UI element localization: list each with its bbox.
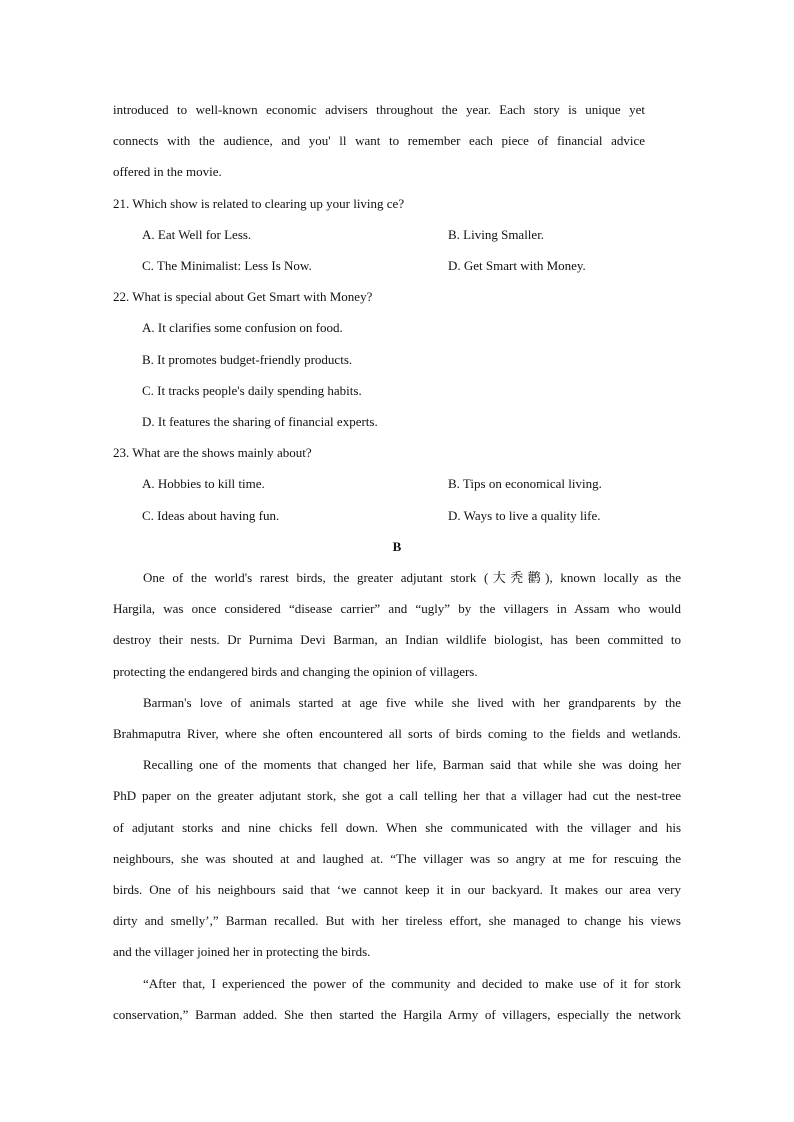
passage-line: Recalling one of the moments that changed her life, Barman said that while she was doing her — [143, 757, 681, 772]
question-22-option-d: D. It features the sharing of financial experts. — [142, 414, 378, 429]
intro-line: connects with the audience, and you' ll want to remember each piece of financial advice — [113, 133, 645, 148]
question-22-option-c: C. It tracks people's daily spending habits. — [142, 383, 362, 398]
passage-line: “After that, I experienced the power of the community and decided to make use of it for stork — [143, 976, 681, 991]
passage-line: neighbours, she was shouted at and laughed at. “The villager was so angry at me for rescuing the — [113, 851, 681, 866]
question-22-option-b: B. It promotes budget-friendly products. — [142, 352, 353, 367]
passage-line: Brahmaputra River, where she often encountered all sorts of birds coming to the fields and wetlands. — [113, 726, 681, 741]
question-22-option-a: A. It clarifies some confusion on food. — [142, 320, 343, 335]
question-23-option-a: A. Hobbies to kill time. — [142, 476, 265, 491]
question-22-stem: 22. What is special about Get Smart with Money? — [113, 289, 373, 304]
passage-line: Hargila, was once considered “disease carrier” and “ugly” by the villagers in Assam who would — [113, 601, 681, 616]
intro-line: offered in the movie. — [113, 164, 222, 179]
question-21-option-d: D. Get Smart with Money. — [448, 258, 586, 273]
intro-line: introduced to well-known economic advisers throughout the year. Each story is unique yet — [113, 102, 645, 117]
question-23-stem: 23. What are the shows mainly about? — [113, 445, 312, 460]
passage-line: and the villager joined her in protecting the birds. — [113, 944, 371, 959]
question-23-option-c: C. Ideas about having fun. — [142, 508, 280, 523]
passage-line: birds. One of his neighbours said that ‘we cannot keep it in our backyard. It makes our area very — [113, 882, 681, 897]
passage-line: conservation,” Barman added. She then started the Hargila Army of villagers, especially the network — [113, 1007, 681, 1022]
passage-line: One of the world's rarest birds, the greater adjutant stork (大秃鹳), known locally as the — [143, 570, 681, 585]
question-23-option-b: B. Tips on economical living. — [448, 476, 602, 491]
passage-line: of adjutant storks and nine chicks fell down. When she communicated with the villager and his — [113, 820, 681, 835]
question-21-option-b: B. Living Smaller. — [448, 227, 545, 242]
question-21-option-a: A. Eat Well for Less. — [142, 227, 252, 242]
section-heading: B — [392, 539, 402, 554]
passage-line: destroy their nests. Dr Purnima Devi Barman, an Indian wildlife biologist, has been committed to — [113, 632, 681, 647]
passage-line: dirty and smelly’,” Barman recalled. But with her tireless effort, she managed to change his views — [113, 913, 681, 928]
question-21-stem: 21. Which show is related to clearing up your living ce? — [113, 196, 405, 211]
passage-line: PhD paper on the greater adjutant stork, she got a call telling her that a villager had cut the nest-tree — [113, 788, 681, 803]
question-23-option-d: D. Ways to live a quality life. — [448, 508, 601, 523]
passage-line: Barman's love of animals started at age five while she lived with her grandparents by the — [143, 695, 681, 710]
passage-line: protecting the endangered birds and changing the opinion of villagers. — [113, 664, 478, 679]
question-21-option-c: C. The Minimalist: Less Is Now. — [142, 258, 312, 273]
